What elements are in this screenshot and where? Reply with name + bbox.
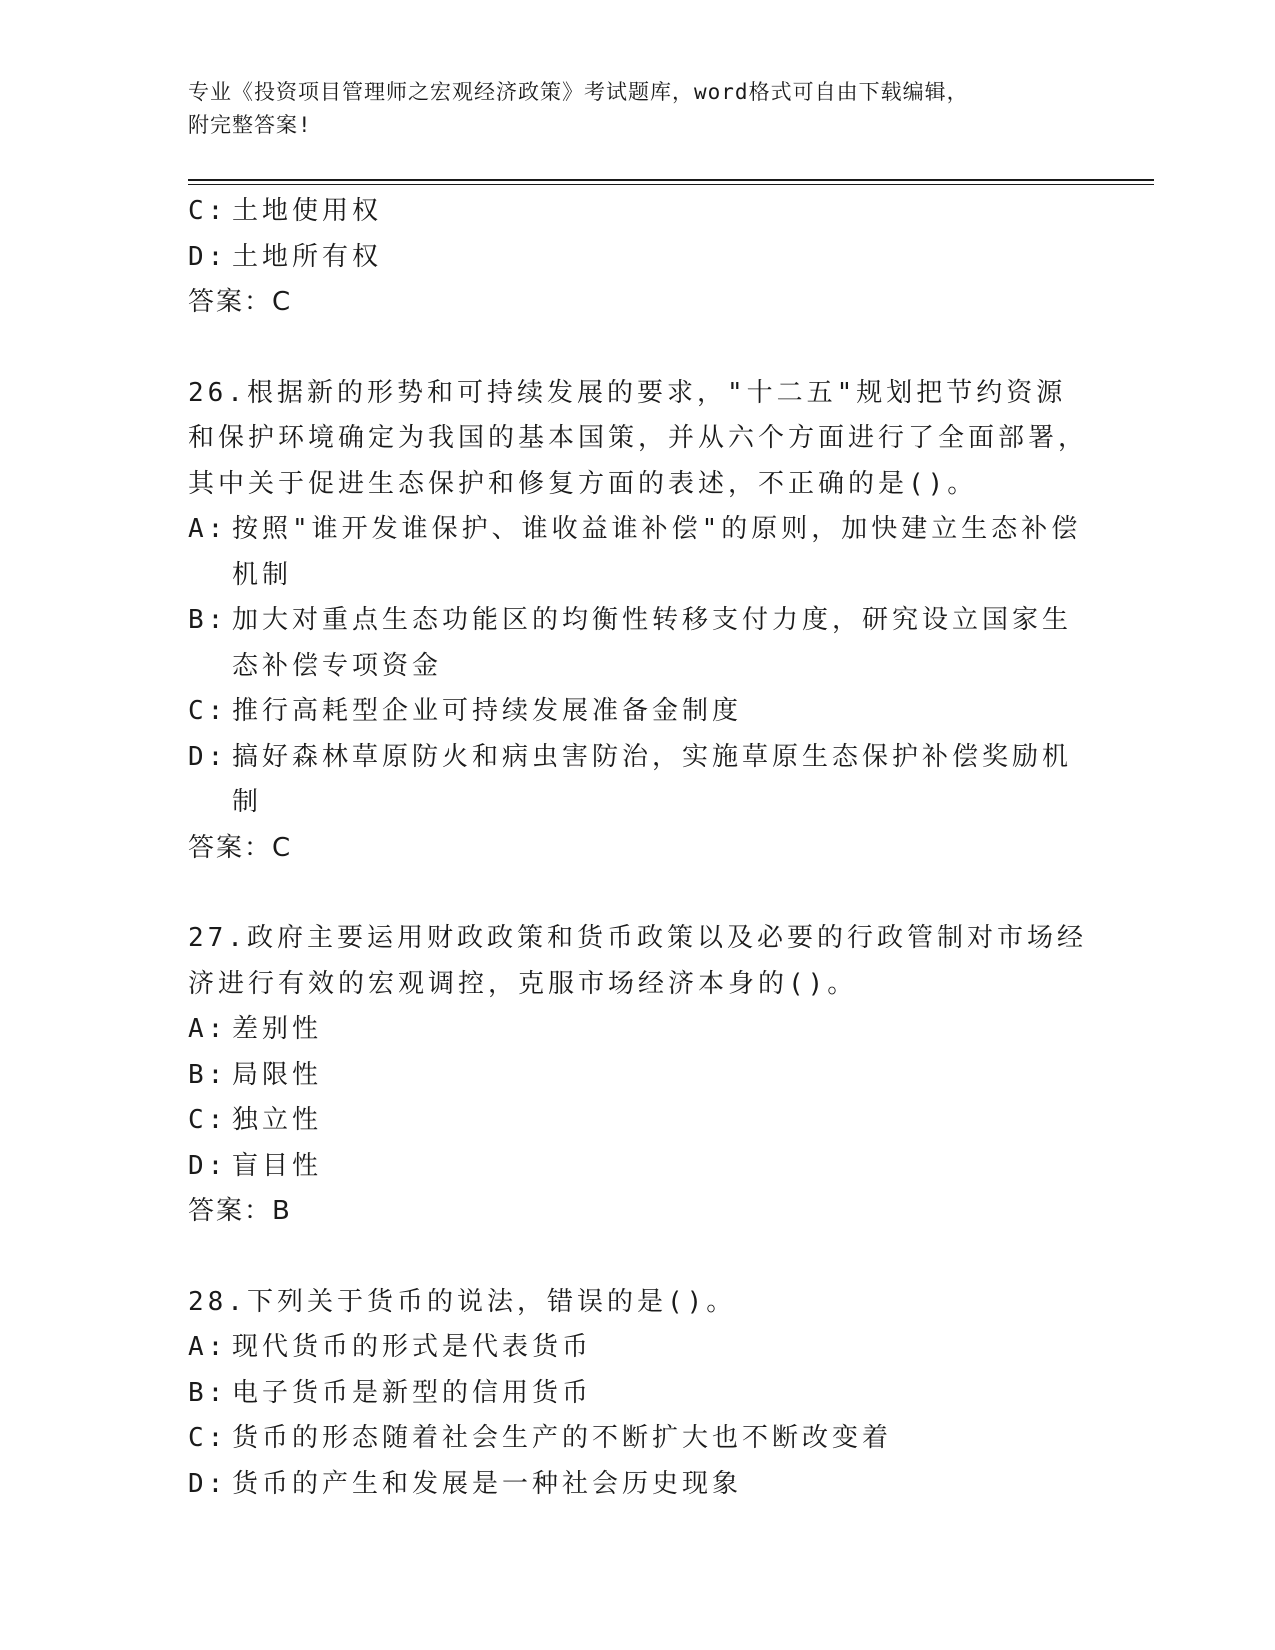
option-letter: C: [188,1105,228,1135]
header-line-1: 专业《投资项目管理师之宏观经济政策》考试题库，word格式可自由下载编辑， [188,80,969,104]
option-letter: A: [188,1014,228,1044]
option-letter: B: [188,1059,228,1090]
option-text: 货币的形态随着社会生产的不断扩大也不断改变着 [232,1423,893,1453]
option-letter: C: [188,696,228,726]
option-row [188,235,1088,281]
option-letter: D: [188,741,228,772]
option-row [188,1371,1088,1417]
answer-line: 答案：C [188,287,293,317]
header-rule-thick [188,179,1154,181]
option-row [188,1007,1088,1053]
option-text: 货币的产生和发展是一种社会历史现象 [232,1468,743,1499]
question-28 [188,1280,1088,1508]
option-letter: C: [188,1423,228,1453]
option-text: 独立性 [232,1105,323,1135]
answer-line: 答案：C [188,832,293,863]
option-letter: B: [188,1377,228,1408]
option-letter: D: [188,241,228,272]
option-letter: B: [188,605,228,635]
previous-question-tail [188,189,1088,326]
option-text: 土地使用权 [232,196,383,226]
option-text: 搞好森林草原防火和病虫害防治，实施草原生态保护补偿奖励机制 [232,741,1073,817]
option-row [188,1325,1088,1371]
page-header [188,76,1088,142]
header-rule-thin [188,184,1154,185]
document-body [188,189,1088,1507]
option-row [188,189,1088,235]
option-letter: C: [188,196,228,226]
option-letter: A: [188,514,228,544]
option-row [188,1462,1088,1508]
question-stem: 26.根据新的形势和可持续发展的要求，"十二五"规划把节约资源和保护环境确定为我国的基本国策，并从六个方面进行了全面部署，其中关于促进生态保护和修复方面的表述，不正确的是()。 [188,377,1089,499]
option-text: 加大对重点生态功能区的均衡性转移支付力度，研究设立国家生态补偿专项资金 [232,605,1073,681]
option-text: 按照"谁开发谁保护、谁收益谁补偿"的原则，加快建立生态补偿机制 [232,514,1082,590]
question-26 [188,371,1088,872]
option-row [188,1098,1088,1144]
option-text: 土地所有权 [232,241,383,272]
option-text: 推行高耗型企业可持续发展准备金制度 [232,696,743,726]
question-stem: 28.下列关于货币的说法，错误的是()。 [188,1286,737,1317]
header-line-2: 附完整答案! [188,113,312,137]
option-row [188,1416,1088,1462]
option-text: 局限性 [232,1059,323,1090]
option-text: 现代货币的形式是代表货币 [232,1332,593,1362]
option-text: 电子货币是新型的信用货币 [232,1377,593,1408]
option-row [188,507,1088,598]
option-row [188,735,1088,826]
option-letter: D: [188,1150,228,1181]
option-text: 差别性 [232,1014,323,1044]
option-row [188,1144,1088,1190]
option-letter: D: [188,1468,228,1499]
option-row [188,598,1088,689]
option-text: 盲目性 [232,1150,323,1181]
option-row [188,689,1088,735]
question-27 [188,916,1088,1235]
option-row [188,1053,1088,1099]
option-letter: A: [188,1332,228,1362]
question-stem: 27.政府主要运用财政政策和货币政策以及必要的行政管制对市场经济进行有效的宏观调控，克服市场经济本身的()。 [188,923,1087,999]
answer-line: 答案：B [188,1196,292,1226]
